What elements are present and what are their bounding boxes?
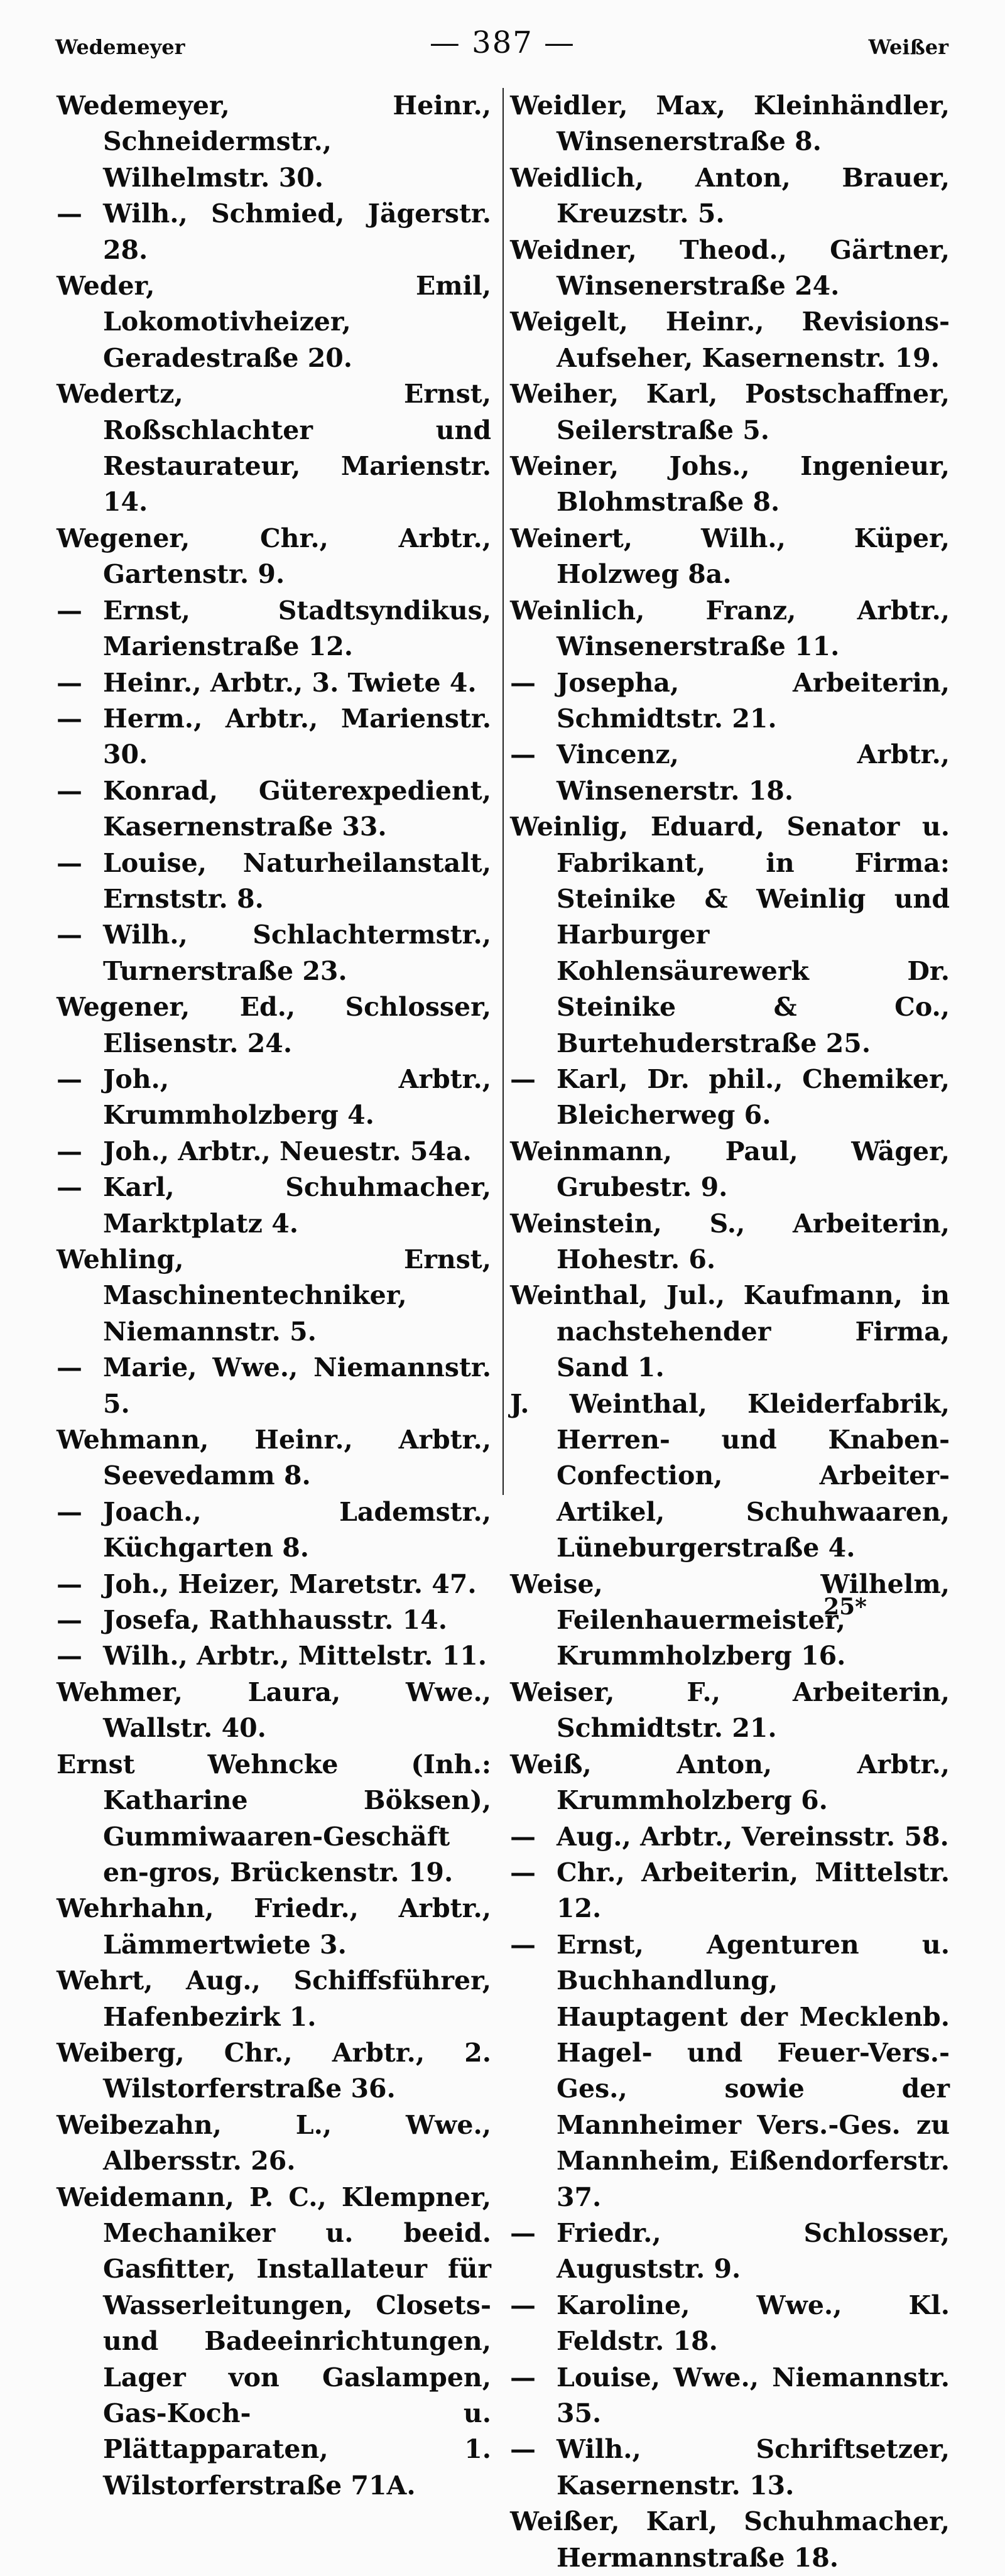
entry-text: Weiner, Johs., Ingenieur, Blohmstraße 8. [510,451,950,518]
ditto-dash: — [57,703,82,734]
directory-entry [510,448,950,521]
directory-entry [57,1963,491,2035]
ditto-dash: — [510,2290,536,2320]
ditto-dash: — [57,847,82,878]
entry-text: Joh., Arbtr., Krummholzberg 4. [103,1063,491,1131]
ditto-dash: — [57,1496,82,1527]
entry-text: Louise, Wwe., Niemannstr. 35. [557,2362,950,2428]
ditto-dash: — [510,1821,536,1852]
directory-entry [510,232,950,305]
entry-text: Karl, Dr. phil., Chemiker, Bleicherweg 6. [557,1063,950,1131]
directory-entry [510,1927,950,2215]
entry-text: Weinstein, S., Arbeiterin, Hohestr. 6. [510,1208,950,1274]
entry-text: Josepha, Arbeiterin, Schmidtstr. 21. [557,667,950,734]
ditto-dash: — [510,2217,536,2248]
entry-text: Weidlich, Anton, Brauer, Kreuzstr. 5. [510,162,950,229]
ditto-dash: — [510,667,536,698]
entry-text: Wilh., Arbtr., Mittelstr. 11. [103,1641,487,1671]
entry-text: Wehmer, Laura, Wwe., Wallstr. 40. [57,1677,491,1744]
directory-entry [57,1675,491,1747]
entry-text: Wehling, Ernst, Maschinentechniker, Niemannstr. 5. [57,1244,491,1347]
entry-text: Vincenz, Arbtr., Winsenerstr. 18. [557,739,950,806]
signature-mark: 25* [823,1594,867,1620]
entry-text: Weinlich, Franz, Arbtr., Winsenerstraße 11. [510,595,950,662]
entry-text: Joh., Arbtr., Neuestr. 54a. [103,1136,472,1166]
directory-entry [510,1278,950,1386]
directory-entry [57,917,491,989]
directory-entry [510,1567,950,1675]
ditto-dash: — [510,2362,536,2393]
directory-entry [57,196,491,268]
directory-entry [510,2288,950,2360]
entry-text: Ernst, Agenturen u. Buchhandlung, Hauptagent der Mecklenb. Hagel- und Feuer-Vers.-Ges., sowie der Mannheimer Vers.-Ges. zu Mannheim, Eißendorferstr. 37. [557,1929,950,2212]
ditto-dash: — [57,1568,82,1599]
entry-text: Wegener, Ed., Schlosser, Elisenstr. 24. [57,992,491,1058]
entry-text: Weinthal, Jul., Kaufmann, in nachstehender Firma, Sand 1. [510,1280,950,1383]
directory-entry [57,2035,491,2107]
entry-text: Wegener, Chr., Arbtr., Gartenstr. 9. [57,523,491,590]
ditto-dash: — [57,198,82,229]
entry-text: Marie, Wwe., Niemannstr. 5. [103,1352,491,1419]
entry-text: Weidner, Theod., Gärtner, Winsenerstraße 24. [510,234,950,302]
entry-text: Joh., Heizer, Maretstr. 47. [103,1568,477,1599]
entry-text: Heinr., Arbtr., 3. Twiete 4. [103,667,477,698]
running-head-left: Wedemeyer [55,35,185,59]
directory-entry [510,1206,950,1278]
directory-entry [57,773,491,845]
directory-entry [510,809,950,1062]
entry-text: Wehrhahn, Friedr., Arbtr., Lämmertwiete 3. [57,1893,491,1960]
entry-text: Karl, Schuhmacher, Marktplatz 4. [103,1172,491,1239]
directory-entry [57,376,491,521]
directory-entry [57,1134,491,1170]
directory-entry [57,1350,491,1422]
entry-text: Herm., Arbtr., Marienstr. 30. [103,703,491,770]
entry-text: Joach., Lademstr., Küchgarten 8. [103,1496,491,1563]
directory-entry [510,1819,950,1855]
directory-entry [510,2504,950,2576]
directory-entry [510,1062,950,1134]
directory-entry [57,845,491,918]
directory-entry [510,2360,950,2432]
ditto-dash: — [57,1605,82,1636]
ditto-dash: — [57,775,82,806]
entry-text: Weidler, Max, Kleinhändler, Winsenerstraße 8. [510,90,950,157]
directory-entry [510,376,950,448]
right-column [510,88,950,2573]
ditto-dash: — [57,1172,82,1203]
directory-entry [57,268,491,376]
directory-entry [510,665,950,737]
entry-text: Josefa, Rathhausstr. 14. [103,1605,447,1636]
entry-text: Weibezahn, L., Wwe., Albersstr. 26. [57,2109,491,2177]
entry-text: Friedr., Schlosser, Auguststr. 9. [557,2217,950,2285]
running-head-right: Weißer [868,35,948,59]
directory-entry [57,1494,491,1567]
entry-text: Wehmann, Heinr., Arbtr., Seevedamm 8. [57,1425,491,1491]
entry-text: Konrad, Güterexpedient, Kasernenstraße 33. [103,775,491,842]
ditto-dash: — [57,1136,82,1166]
directory-entry [57,1747,491,1891]
directory-entry [57,1062,491,1134]
entry-text: Wilh., Schmied, Jägerstr. 28. [103,198,491,265]
directory-entry [57,2180,491,2504]
entry-text: Wedemeyer, Heinr., Schneidermstr., Wilhelmstr. 30. [57,90,491,193]
entry-text: Wehrt, Aug., Schiffsführer, Hafenbezirk 1. [57,1965,491,2032]
directory-entry [510,2215,950,2288]
ditto-dash: — [510,1063,536,1094]
directory-entry [57,521,491,593]
directory-entry [510,304,950,376]
directory-entry [57,701,491,773]
directory-entry [510,1386,950,1567]
ditto-dash: — [57,667,82,698]
entry-text: Weiß, Anton, Arbtr., Krummholzberg 6. [510,1749,950,1816]
ditto-dash: — [57,1641,82,1671]
ditto-dash: — [57,920,82,950]
directory-entry [57,989,491,1062]
directory-entry [57,1567,491,1602]
entry-text: Louise, Naturheilanstalt, Ernststr. 8. [103,847,491,914]
directory-entry [57,1891,491,1963]
entry-text: Weinert, Wilh., Küper, Holzweg 8a. [510,523,950,590]
entry-text: Wilh., Schlachtermstr., Turnerstraße 23. [103,920,491,986]
directory-entry [57,88,491,196]
directory-entry [57,1602,491,1638]
directory-entry [510,160,950,232]
entry-text: Weinmann, Paul, Wäger, Grubestr. 9. [510,1136,950,1203]
directory-entry [57,1170,491,1242]
directory-entry [510,1134,950,1206]
directory-entry [57,1638,491,1674]
ditto-dash: — [510,1857,536,1888]
directory-entry [510,88,950,160]
entry-text: Weigelt, Heinr., Revisions-Aufseher, Kasernenstr. 19. [510,307,950,373]
entry-text: Weinlig, Eduard, Senator u. Fabrikant, in Firma: Steinike & Weinlig und Harburger Kohlensäurewerk Dr. Steinike & Co., Burtehuderstraße 25. [510,812,950,1058]
directory-entry [510,593,950,665]
entry-text: Aug., Arbtr., Vereinsstr. 58. [557,1821,949,1852]
entry-text: Wilh., Schriftsetzer, Kasernenstr. 13. [557,2434,950,2501]
entry-text: Ernst Wehncke (Inh.: Katharine Böksen), Gummiwaaren-Geschäft en-gros, Brückenstr. 19. [57,1749,491,1888]
entry-text: J. Weinthal, Kleiderfabrik, Herren- und Knaben-Confection, Arbeiter-Artikel, Schuhwaaren, Lüneburgerstraße 4. [510,1388,950,1563]
entry-text: Weiher, Karl, Postschaffner, Seilerstraße 5. [510,379,950,445]
entry-text: Weise, Wilhelm, Feilenhauermeister, Krummholzberg 16. [510,1568,950,1671]
entry-text: Karoline, Wwe., Kl. Feldstr. 18. [557,2290,950,2357]
entry-text: Chr., Arbeiterin, Mittelstr. 12. [557,1857,950,1924]
directory-entry [57,665,491,701]
entry-text: Weißer, Karl, Schuhmacher, Hermannstraße 18. [510,2506,950,2573]
directory-entry [510,1855,950,1927]
directory-entry [510,1747,950,1819]
page-number: — 387 — [429,25,576,60]
directory-entry [510,737,950,809]
ditto-dash: — [510,739,536,770]
directory-entry [510,521,950,593]
directory-entry [510,1675,950,1747]
column-divider [503,88,504,1495]
directory-entry [57,1242,491,1350]
ditto-dash: — [57,595,82,626]
left-column [57,88,491,2501]
entry-text: Weder, Emil, Lokomotivheizer, Geradestraße 20. [57,271,491,373]
ditto-dash: — [57,1063,82,1094]
entry-text: Wedertz, Ernst, Roßschlachter und Restaurateur, Marienstr. 14. [57,379,491,518]
ditto-dash: — [510,2434,536,2465]
entry-text: Weidemann, P. C., Klempner, Mechaniker u. beeid. Gasfitter, Installateur für Wasserleitungen, Closets- und Badeeinrichtungen, Lager von Gaslampen, Gas-Koch- u. Plättapparaten, 1. Wilstorferstraße 71A. [57,2182,491,2501]
ditto-dash: — [510,1929,536,1960]
directory-entry [57,2107,491,2180]
entry-text: Weiberg, Chr., Arbtr., 2. Wilstorferstraße 36. [57,2037,491,2104]
entry-text: Ernst, Stadtsyndikus, Marienstraße 12. [103,595,491,662]
entry-text: Weiser, F., Arbeiterin, Schmidtstr. 21. [510,1677,950,1744]
directory-entry [510,2432,950,2504]
directory-entry [57,593,491,665]
ditto-dash: — [57,1352,82,1383]
directory-entry [57,1422,491,1494]
